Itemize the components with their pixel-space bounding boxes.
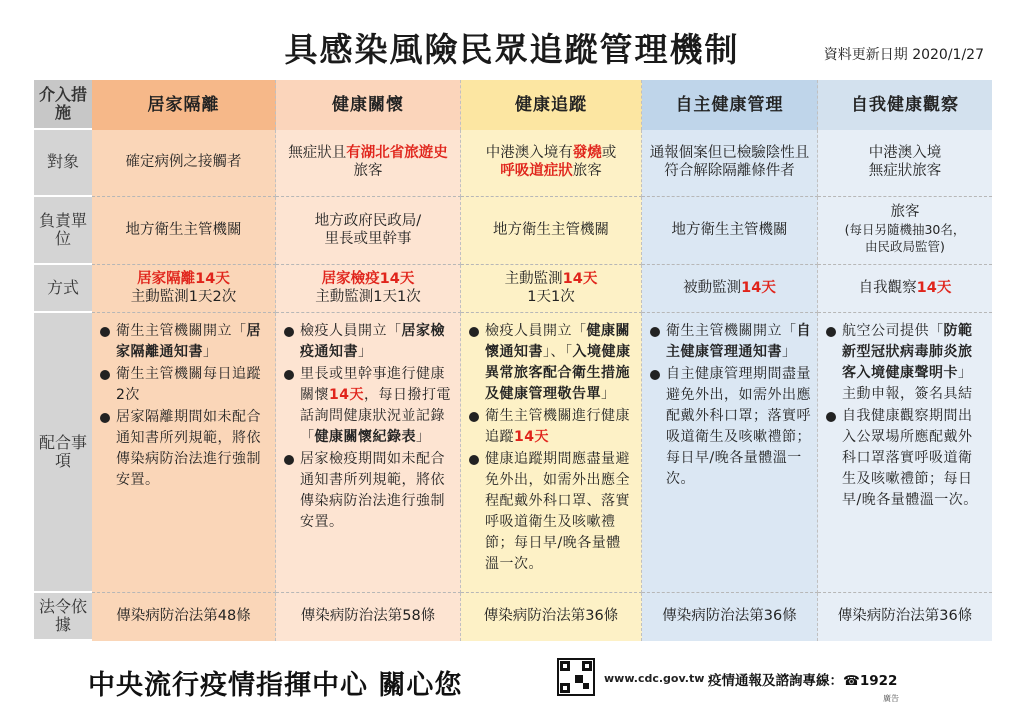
row-label-unit: 負責單位: [34, 197, 92, 265]
unit-cell: 地方衛生主管機關: [461, 197, 642, 265]
bullet-icon: [284, 327, 294, 337]
item-text: 衛生主管機關開立「: [116, 323, 247, 339]
item-text: 」主動申報，簽名具結: [842, 365, 973, 402]
target-text: 或: [601, 145, 617, 162]
highlight-text: 14天: [916, 279, 952, 296]
col-header-health-tracking: 健康追蹤: [461, 80, 642, 130]
highlight-text: 14天: [329, 387, 364, 403]
list-item: [467, 406, 635, 448]
ad-label: 廣告: [883, 694, 899, 703]
unit-text: 里長或里幹事: [324, 230, 412, 247]
item-text: 居家檢疫期間如未配合通知書所列規範，將依傳染病防治法進行強制安置。: [300, 451, 445, 530]
list-item: [648, 364, 811, 490]
footer-organization: 中央流行疫情指揮中心 關心您: [88, 670, 463, 701]
list-item: [98, 407, 269, 491]
law-cell: 傳染病防治法第36條: [461, 593, 642, 641]
unit-cell: [818, 197, 992, 265]
bullet-icon: [650, 327, 660, 337]
item-text: 」、「: [543, 344, 573, 360]
item-bold: 防範新型冠狀病毒肺炎旅客入境健康聲明卡: [842, 323, 973, 381]
method-text: 主動監測1天2次: [130, 288, 237, 305]
law-cell: 傳染病防治法第58條: [276, 593, 461, 641]
method-cell: [642, 265, 818, 313]
target-text: 中港澳入境: [868, 145, 942, 162]
target-cell: [818, 130, 992, 197]
bullet-icon: [469, 327, 479, 337]
hotline-text: 疫情通報及諮詢專線：☎1922: [708, 673, 898, 689]
highlight-text: 發燒: [572, 145, 602, 162]
measures-cell: [92, 313, 276, 593]
method-text: 被動監測: [683, 279, 742, 296]
item-text: 檢疫人員開立「: [300, 323, 402, 339]
item-text: 衛生主管機關進行健康追蹤: [485, 408, 630, 445]
item-text: 」: [203, 344, 218, 360]
item-text: 航空公司提供「: [842, 323, 944, 339]
item-bold: 健康關懷紀錄表: [314, 429, 416, 445]
item-bold: 自主健康管理通知書: [666, 323, 811, 360]
item-text: 居家隔離期間如未配合通知書所列規範，將依傳染病防治法進行強制安置。: [116, 409, 261, 488]
measures-cell: [461, 313, 642, 593]
bullet-icon: [826, 412, 836, 422]
bullet-icon: [100, 413, 110, 423]
unit-note: 由民政局監管): [865, 239, 945, 255]
row-label-measures: 配合事項: [34, 313, 92, 593]
unit-text: 地方政府民政局/: [314, 212, 422, 229]
item-text: 里長或里幹事進行健康關懷: [300, 366, 445, 403]
target-cell: [276, 130, 461, 197]
unit-cell: [276, 197, 461, 265]
target-text: 無症狀旅客: [868, 163, 942, 179]
item-bold: 健康關懷通知書: [485, 323, 630, 360]
item-text: 檢疫人員開立「: [485, 323, 587, 339]
law-cell: 傳染病防治法第36條: [818, 593, 992, 641]
method-cell: [276, 265, 461, 313]
row-label-target: 對象: [34, 130, 92, 197]
item-text: 」: [416, 429, 431, 445]
law-cell: 傳染病防治法第48條: [92, 593, 276, 641]
item-text: 衛生主管機關開立「: [666, 323, 797, 339]
list-item: [282, 449, 454, 533]
target-text: 旅客: [353, 163, 383, 179]
item-text: 自我健康觀察期間出入公眾場所應配戴外科口罩落實呼吸道衛生及咳嗽禮節；每日早/晚各量體溫一次。: [842, 408, 978, 508]
highlight-text: 有湖北省旅遊史: [346, 145, 448, 162]
item-text: 」: [782, 344, 797, 360]
list-item: [824, 321, 986, 405]
bullet-icon: [650, 370, 660, 380]
col-header-self-observation: 自我健康觀察: [818, 80, 992, 130]
target-text: 無症狀且: [288, 145, 347, 162]
method-text: 主動監測1天1次: [315, 288, 421, 305]
method-cell: [461, 265, 642, 313]
measures-cell: [642, 313, 818, 593]
list-item: [467, 449, 635, 575]
item-text: 衛生主管機關每日追蹤2次: [116, 366, 261, 403]
bullet-icon: [100, 370, 110, 380]
col-header-self-management: 自主健康管理: [642, 80, 818, 130]
item-text: 」: [601, 386, 616, 402]
bullet-icon: [100, 327, 110, 337]
list-item: [98, 364, 269, 406]
website-link[interactable]: www.cdc.gov.tw: [604, 672, 705, 685]
target-text: 旅客: [572, 163, 602, 179]
target-cell: [461, 130, 642, 197]
list-item: [282, 321, 454, 363]
item-text: 健康追蹤期間應盡量避免外出，如需外出應全程配戴外科口罩、落實呼吸道衛生及咳嗽禮節；每日早/晚各量體溫一次。: [485, 451, 630, 572]
method-cell: [818, 265, 992, 313]
col-header-health-care: 健康關懷: [276, 80, 461, 130]
row-label-law: 法令依據: [34, 593, 92, 641]
tracking-table: [34, 80, 992, 641]
target-cell: 通報個案但已檢驗陰性且符合解除隔離條件者: [642, 130, 818, 197]
bullet-icon: [826, 327, 836, 337]
bullet-icon: [284, 455, 294, 465]
bullet-icon: [469, 412, 479, 422]
highlight-text: 呼吸道症狀: [500, 163, 573, 179]
method-text: 自我觀察: [858, 279, 917, 296]
highlight-text: 14天: [562, 270, 598, 287]
method-cell: [92, 265, 276, 313]
bullet-icon: [469, 455, 479, 465]
bullet-icon: [284, 370, 294, 380]
row-label-method: 方式: [34, 265, 92, 313]
page-title: 具感染風險民眾追蹤管理機制: [284, 30, 740, 69]
item-bold: 居家檢疫通知書: [300, 323, 445, 360]
method-text: 主動監測: [504, 270, 563, 287]
method-text: 1天1次: [527, 288, 575, 305]
item-text: 自主健康管理期間盡量避免外出，如需外出應配戴外科口罩；落實呼吸道衛生及咳嗽禮節；每日早/晚各量體溫一次。: [666, 366, 811, 487]
list-item: [467, 321, 635, 405]
measures-cell: [818, 313, 992, 593]
unit-cell: 地方衛生主管機關: [92, 197, 276, 265]
target-cell: 確定病例之接觸者: [92, 130, 276, 197]
highlight-text: 14天: [514, 429, 549, 445]
qr-code-icon[interactable]: [557, 658, 595, 696]
highlight-text: 居家隔離14天: [137, 270, 230, 287]
unit-cell: 地方衛生主管機關: [642, 197, 818, 265]
list-item: [98, 321, 269, 363]
list-item: [648, 321, 811, 363]
list-item: [824, 406, 986, 511]
highlight-text: 居家檢疫14天: [321, 270, 415, 287]
unit-text: 旅客: [890, 203, 920, 220]
item-text: 」: [358, 344, 373, 360]
col-header-home-isolation: 居家隔離: [92, 80, 276, 130]
target-text: 中港澳入境有: [485, 145, 573, 162]
measures-cell: [276, 313, 461, 593]
law-cell: 傳染病防治法第36條: [642, 593, 818, 641]
list-item: [282, 364, 454, 448]
update-date: 資料更新日期 2020/1/27: [823, 47, 984, 63]
item-bold: 入境健康異常旅客配合衛生措施及健康管理敬告單: [485, 344, 631, 402]
unit-note: (每日另隨機抽30名，: [844, 221, 966, 237]
highlight-text: 14天: [741, 279, 776, 296]
item-text: ，每日撥打電話詢問健康狀況並記錄「: [300, 387, 451, 445]
corner-header: 介入措施: [34, 80, 92, 130]
item-bold: 居家隔離通知書: [116, 323, 261, 360]
